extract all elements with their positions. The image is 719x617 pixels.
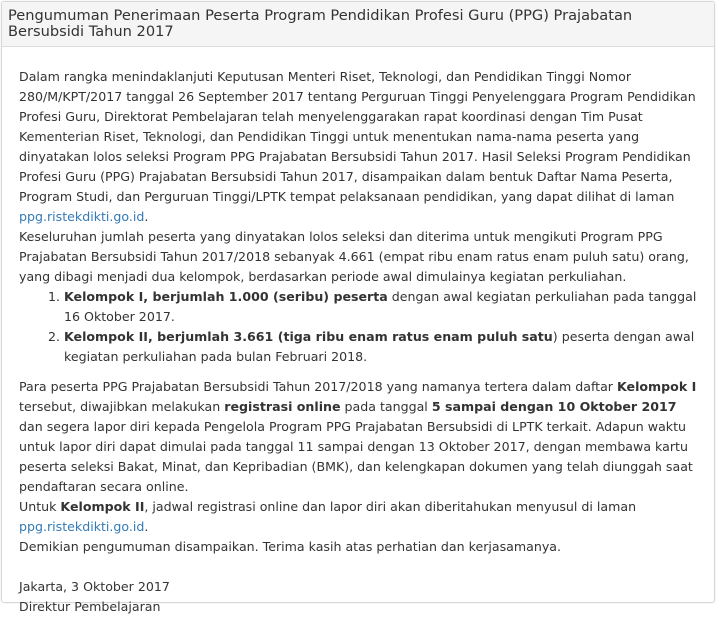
g2-text-2: , jadwal registrasi online dan lapor diri akan diberitahukan menyusul di laman <box>144 499 637 514</box>
g2-end: . <box>144 519 149 534</box>
reg-dates: 5 sampai dengan 10 Oktober 2017 <box>431 399 677 414</box>
intro-paragraph <box>19 67 700 227</box>
group-2-text: ) peserta dengan awal kegiatan perkuliahan pada bulan Februari 2018. <box>64 329 695 364</box>
reg-group-1: Kelompok I <box>617 379 697 394</box>
spacer <box>19 367 700 377</box>
closing-paragraph: Demikian pengumuman disampaikan. Terima kasih atas perhatian dan kerjasamanya. <box>19 539 562 554</box>
list-item-group-2 <box>64 327 700 367</box>
group-2-paragraph <box>19 497 700 537</box>
reg-text-1: Para peserta PPG Prajabatan Bersubsidi Tahun 2017/2018 yang namanya tertera dalam daftar <box>19 379 617 394</box>
g2-text-1: Untuk <box>19 499 61 514</box>
g2-bold: Kelompok II <box>60 499 145 514</box>
page-title: Pengumuman Penerimaan Peserta Program Pendidikan Profesi Guru (PPG) Prajabatan Bersubsidi Tahun 2017 <box>8 7 633 40</box>
panel-heading <box>2 2 714 47</box>
ppg-website-link[interactable]: ppg.ristekdikti.go.id <box>19 209 145 224</box>
reg-text-4: dan segera lapor diri kepada Pengelola Program PPG Prajabatan Bersubsidi di LPTK terkait. Adapun waktu untuk lapor diri dapat dimulai pada tanggal 11 sampai dengan 13 Oktober 2017, dengan membawa kartu peserta seleksi Bakat, Minat, dan Kepribadian (BMK), dan kelengkapan dokumen yang telah diunggah saat pendaftaran secara online. <box>19 419 693 494</box>
reg-text-3: pada tanggal <box>340 399 432 414</box>
intro-text: Dalam rangka menindaklanjuti Keputusan Menteri Riset, Teknologi, dan Pendidikan Tinggi Nomor 280/M/KPT/2017 tanggal 26 September 2017 tentang Perguruan Tinggi Penyelenggara Program Pendidikan Profesi Guru, Direktorat Pembelajaran telah menyelenggarakan rapat koordinasi dengan Tim Pusat Kementerian Riset, Teknologi, dan Pendidikan Tinggi untuk menentukan nama-nama peserta yang dinyatakan lolos seleksi Program PPG Prajabatan Bersubsidi Tahun 2017. Hasil Seleksi Program Pendidikan Profesi Guru (PPG) Prajabatan Bersubsidi Tahun 2017, disampaikan dalam bentuk Daftar Nama Peserta, Program Studi, dan Perguruan Tinggi/LPTK tempat pelaksanaan pendidikan, yang dapat dilihat di laman <box>19 69 696 204</box>
reg-online: registrasi online <box>224 399 341 414</box>
ppg-website-link-2[interactable]: ppg.ristekdikti.go.id <box>19 519 145 534</box>
group-list <box>19 287 700 367</box>
spacer <box>19 557 700 577</box>
group-1-bold: Kelompok I, berjumlah 1.000 (seribu) peserta <box>64 289 388 304</box>
announcement-body <box>2 47 714 617</box>
announcement-panel <box>1 1 715 614</box>
list-item-group-1 <box>64 287 700 327</box>
place-date: Jakarta, 3 Oktober 2017 <box>19 579 170 594</box>
total-participants-paragraph: Keseluruhan jumlah peserta yang dinyatakan lolos seleksi dan diterima untuk mengikuti Program PPG Prajabatan Bersubsidi Tahun 2017/2018 sebanyak 4.661 (empat ribu enam ratus enam puluh satu) orang, yang dibagi menjadi dua kelompok, berdasarkan periode awal dimulainya kegiatan perkuliahan. <box>19 229 689 284</box>
registration-paragraph <box>19 377 700 497</box>
signatory: Direktur Pembelajaran <box>19 599 161 614</box>
intro-end: . <box>144 209 149 224</box>
group-2-bold: Kelompok II, berjumlah 3.661 (tiga ribu enam ratus enam puluh satu <box>64 329 553 344</box>
reg-text-2: tersebut, diwajibkan melakukan <box>19 399 225 414</box>
group-1-text: dengan awal kegiatan perkuliahan pada tanggal 16 Oktober 2017. <box>64 289 697 324</box>
